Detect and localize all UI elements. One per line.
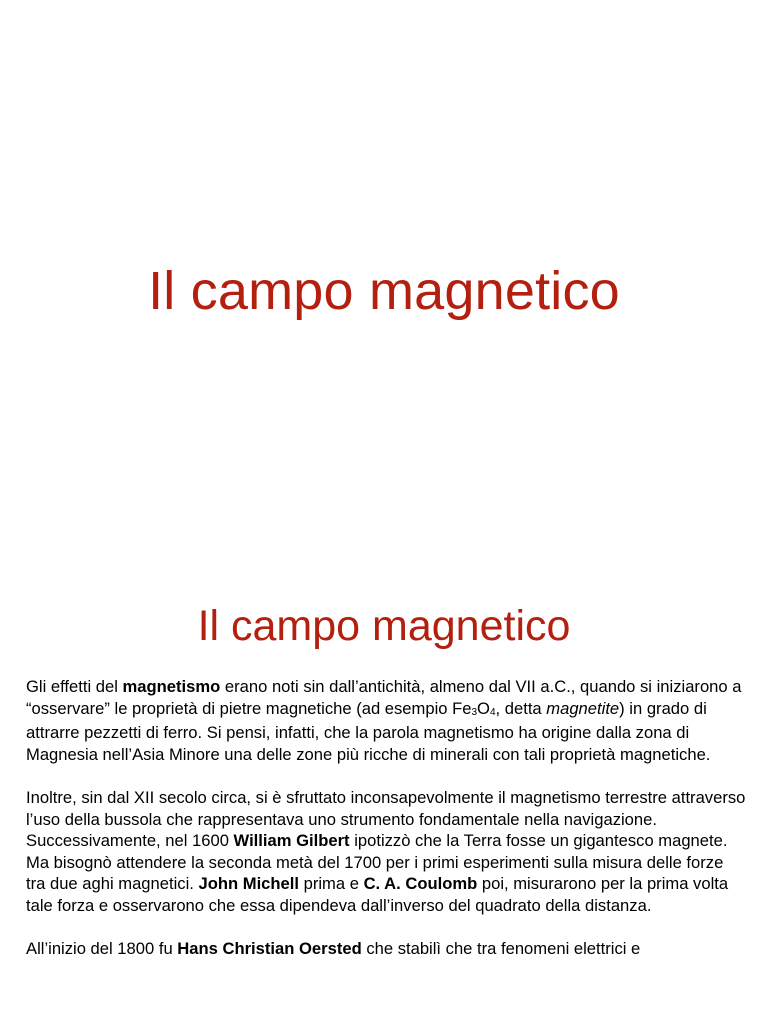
text-run: ) in grado di attrarre pezzetti di ferro. Si pensi, infatti, che la parola magnetismo ha origine dalla zona di Magnesia nell’Asia Minore una delle zone più ricche di minerali con tali proprietà magnetiche. [26, 698, 711, 764]
paragraph-oersted [26, 938, 746, 960]
paragraph-compass: Inoltre, sin dal XII secolo circa, si è sfruttato inconsapevolmente il magnetismo terrestre attraverso l’uso della bussola che rappresentava uno strumento fondamentale nella navigazione. [26, 787, 746, 829]
name-john-michell: John Michell [198, 874, 299, 894]
paragraph-history [26, 676, 746, 765]
slide-content-heading: Il campo magnetico [197, 602, 571, 650]
text-run: che stabilì che tra fenomeni elettrici e [361, 939, 641, 959]
name-coulomb: C. A. Coulomb [363, 874, 478, 894]
term-magnetite: magnetite [546, 698, 620, 718]
name-william-gilbert: William Gilbert [233, 831, 350, 851]
name-oersted: Hans Christian Oersted [177, 939, 362, 959]
text-run: prima e [299, 874, 364, 894]
slide-content [0, 576, 768, 1024]
slide-title-heading: Il campo magnetico [148, 261, 620, 321]
subscript: 3 [471, 706, 478, 718]
text-run: Successivamente, nel 1600 [26, 831, 234, 851]
text-run: All’inizio del 1800 fu [26, 939, 178, 959]
term-magnetismo: magnetismo [122, 677, 221, 696]
text-run: O [477, 698, 490, 718]
text-run: poi, misurarono per la prima volta tale forza e osservarono che essa dipendeva dall’inverso del quadrato della distanza. [26, 874, 729, 915]
paragraph-gilbert [26, 830, 746, 916]
text-run: Gli effetti del [26, 677, 123, 696]
text-run: , detta [495, 698, 547, 718]
body-text [26, 676, 746, 960]
text-run: erano noti sin dall’antichità, almeno dal VII a.C., quando si iniziarono a “osservare” le proprietà di pietre magnetiche (ad esempio Fe [26, 677, 742, 718]
text-run: ipotizzò che la Terra fosse un gigantesco magnete. Ma bisognò attendere la seconda metà del 1700 per i primi esperimenti sulla misura delle forze tra due aghi magnetici. [26, 831, 728, 894]
subscript: 4 [489, 706, 496, 718]
